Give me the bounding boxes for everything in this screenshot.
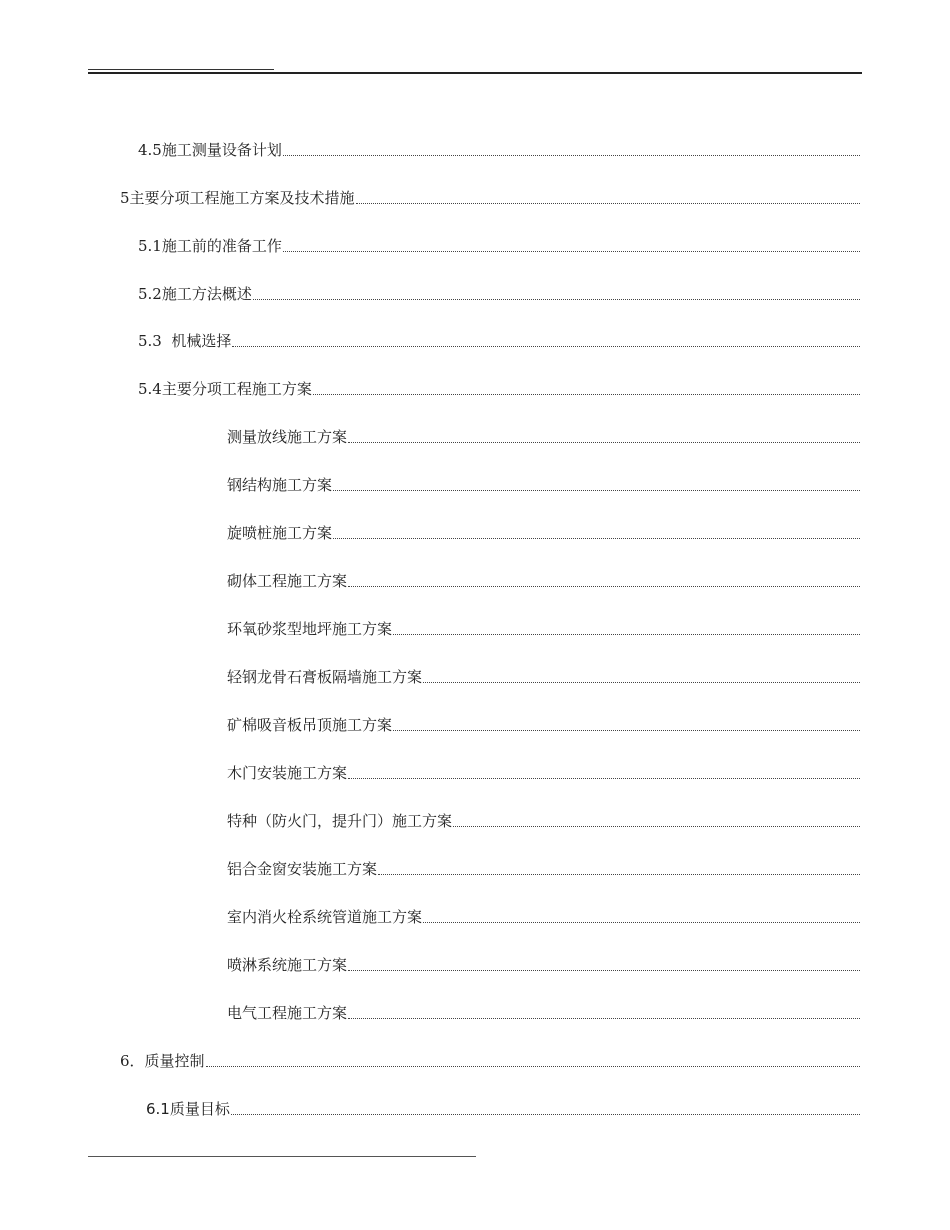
toc-dot-leader — [393, 730, 860, 731]
toc-entry[interactable] — [227, 1001, 860, 1023]
toc-entry[interactable] — [227, 857, 860, 879]
toc-entry[interactable] — [227, 425, 860, 447]
toc-entry-label: 5.4主要分项工程施工方案 — [138, 380, 312, 398]
toc-entry-label: 砌体工程施工方案 — [227, 572, 348, 590]
toc-entry-label: 轻钢龙骨石膏板隔墙施工方案 — [227, 668, 423, 686]
toc-entry-label: 6．质量控制 — [120, 1052, 205, 1070]
toc-entry[interactable] — [227, 809, 860, 831]
toc-entry[interactable] — [227, 473, 860, 495]
toc-entry-label: 木门安装施工方案 — [227, 764, 348, 782]
toc-dot-leader — [453, 826, 860, 827]
toc-dot-leader — [378, 874, 860, 875]
toc-entry-label: 喷淋系统施工方案 — [227, 956, 348, 974]
toc-entry-label: 旋喷桩施工方案 — [227, 524, 333, 542]
toc-entry[interactable] — [138, 329, 860, 351]
toc-dot-leader — [423, 922, 860, 923]
toc-entry[interactable] — [227, 761, 860, 783]
toc-entry-label: 6.1质量目标 — [146, 1100, 230, 1118]
toc-dot-leader — [253, 299, 860, 300]
toc-entry-label: 5主要分项工程施工方案及技术措施 — [120, 189, 355, 207]
toc-dot-leader — [231, 1114, 860, 1115]
toc-entry[interactable] — [227, 665, 860, 687]
toc-entry-label: 5.1施工前的准备工作 — [138, 237, 282, 255]
toc-dot-leader — [348, 1018, 860, 1019]
toc-dot-leader — [333, 538, 860, 539]
toc-entry[interactable] — [138, 282, 860, 304]
toc-dot-leader — [393, 634, 860, 635]
toc-dot-leader — [283, 251, 860, 252]
toc-entry[interactable] — [138, 377, 860, 399]
toc-entry-label: 矿棉吸音板吊顶施工方案 — [227, 716, 393, 734]
toc-dot-leader — [206, 1066, 860, 1067]
toc-dot-leader — [348, 586, 860, 587]
toc-dot-leader — [283, 155, 860, 156]
toc-dot-leader — [348, 778, 860, 779]
toc-entry-label: 环氧砂浆型地坪施工方案 — [227, 620, 393, 638]
toc-entry[interactable] — [227, 953, 860, 975]
toc-dot-leader — [348, 970, 860, 971]
toc-entry-label: 铝合金窗安装施工方案 — [227, 860, 378, 878]
toc-entry-label: 测量放线施工方案 — [227, 428, 348, 446]
toc-entry[interactable] — [138, 234, 860, 256]
toc-entry-label: 4.5施工测量设备计划 — [138, 141, 282, 159]
toc-entry-label: 5.3 机械选择 — [138, 332, 232, 350]
toc-entry[interactable] — [227, 617, 860, 639]
toc-dot-leader — [232, 346, 860, 347]
footer-rule — [88, 1156, 476, 1157]
toc-dot-leader — [313, 394, 860, 395]
toc-dot-leader — [348, 442, 860, 443]
toc-entry-label: 电气工程施工方案 — [227, 1004, 348, 1022]
toc-entry[interactable] — [227, 521, 860, 543]
toc-entry-label: 特种（防火门，提升门）施工方案 — [227, 812, 453, 830]
toc-dot-leader — [423, 682, 860, 683]
toc-entry-label: 钢结构施工方案 — [227, 476, 333, 494]
toc-dot-leader — [356, 203, 860, 204]
toc-dot-leader — [333, 490, 860, 491]
toc-entry[interactable] — [120, 1049, 860, 1071]
toc-entry-label: 5.2施工方法概述 — [138, 285, 252, 303]
toc-entry-label: 室内消火栓系统管道施工方案 — [227, 908, 423, 926]
toc-entry[interactable] — [227, 569, 860, 591]
toc-entry[interactable] — [227, 713, 860, 735]
toc-entry[interactable] — [146, 1097, 860, 1119]
toc-entry[interactable] — [138, 138, 860, 160]
toc-entry[interactable] — [227, 905, 860, 927]
toc-entry[interactable] — [120, 186, 860, 208]
